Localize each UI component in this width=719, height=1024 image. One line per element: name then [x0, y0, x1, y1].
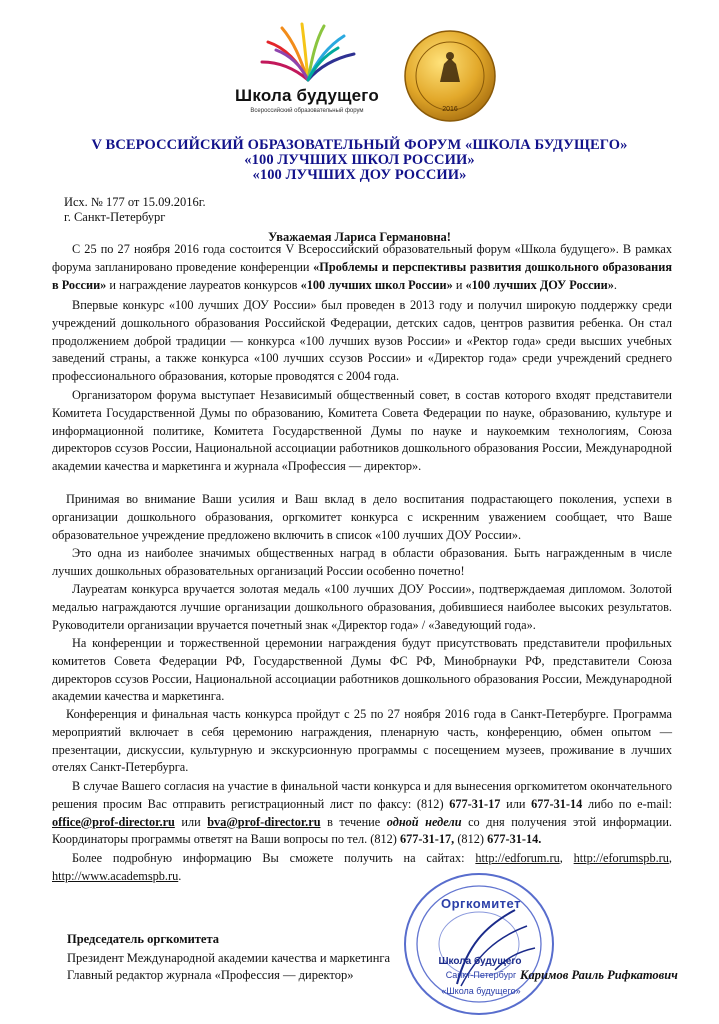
text: или	[500, 796, 532, 811]
gold-medal	[404, 30, 496, 122]
paragraph-websites	[52, 850, 672, 886]
contest-schools: «100 лучших школ России»	[300, 277, 453, 292]
title-forum: V ВСЕРОССИЙСКИЙ ОБРАЗОВАТЕЛЬНЫЙ ФОРУМ «ШКОЛА БУДУЩЕГО»	[91, 137, 628, 153]
text: В случае Вашего согласия на участие в финальной части конкурса и для вынесения оргкомитетом окончательного решения просим Вас отправить регистрационный лист по факсу: (812)	[52, 779, 672, 811]
text: и награждение лауреатов конкурсов	[106, 277, 301, 292]
paragraph-medal: Лауреатам конкурса вручается золотая медаль «100 лучших ДОУ России», подтверждаемая дипломом. Золотой медалью награждаются лучшие организации дошкольного образования, добившиеся наиболее высоких результатов. Руководители организации вручается почетный знак «Директор года» / «Заведующий года».	[52, 582, 672, 632]
text: С 25 по 27 ноября 2016 года состоится V Всероссийский образовательный форум «Школа будущего». В рамках форума запланировано проведение конференции	[52, 242, 672, 274]
stamp-middle-text: Школа будущего	[438, 956, 522, 967]
outgoing-ref: Исх. № 177 от 15.09.2016г.	[64, 195, 206, 209]
paragraph-program: Конференция и финальная часть конкурса пройдут с 25 по 27 ноября 2016 года в Санкт-Петербурге. Программа мероприятий включает в себя церемонию награждения, пленарную часть, конференцию, обмен опытом — презентации, дискуссии, культурную и экскурсионную программы с посещением музеев, проживание в лучших отелях Санкт-Петербурга.	[52, 707, 672, 775]
paragraph-recognition: Принимая во внимание Ваши усилия и Ваш вклад в дело воспитания подрастающего поколения, успехи в организации дошкольного образования, оргкомитет конкурса с искренним уважением сообщает, что Ваше образовательное учреждение предложено включить в список «100 лучших ДОУ России».	[52, 492, 672, 542]
email-office-link[interactable]: office@prof-director.ru	[52, 814, 175, 829]
signer-name: Каримов Раиль Рифкатович	[520, 968, 678, 982]
title-schools: «100 ЛУЧШИХ ШКОЛ РОССИИ»	[244, 152, 475, 168]
email-bva-link[interactable]: bva@prof-director.ru	[207, 814, 321, 829]
conference-title: «Проблемы и перспективы развития дошкольного образования в России»	[52, 259, 672, 292]
text: со дня получения этой информации. Координаторы программы ответят на Ваши вопросы по тел. (812)	[52, 814, 672, 847]
fax-2: 677-31-14	[531, 796, 583, 811]
text: и	[452, 277, 466, 292]
signature-position-1: Президент Международной академии качества и маркетинга	[67, 951, 391, 965]
paragraph-organizer: Организатором форума выступает Независимый общественный совет, в состав которого входят представители Комитета Государственной Думы по образованию, Комитета Совета Федерации по науке, образованию, культуре и информационной политике, Комитета Государственной Думы по науке и наукоемким технологиям, Союза директоров ссузов России, Национальной ассоциации работников дошкольного образования России, Международной академии качества и маркетинга и журнала «Профессия — директор».	[52, 388, 672, 474]
organizing-committee-stamp	[397, 866, 557, 1018]
signature-title: Председатель оргкомитета	[67, 932, 220, 946]
salutation: Уважаемая Лариса Германовна!	[268, 230, 451, 244]
academspb-link[interactable]: http://www.academspb.ru	[52, 868, 179, 883]
paragraph-significance: Это одна из наиболее значимых общественных наград в области образования. Быть награжденным в числе лучших дошкольных образовательных организаций России особенно почетно!	[52, 546, 672, 578]
fax-1: 677-31-17	[449, 796, 501, 811]
logo-title: Школа будущего	[235, 86, 379, 105]
text: в течение	[320, 814, 387, 829]
stamp-bottom-text: «Школа будущего»	[441, 986, 521, 996]
text: Более подробную информацию Вы сможете получить на сайтах:	[72, 851, 476, 865]
paragraph-intro	[52, 241, 672, 294]
paragraph-guests: На конференции и торжественной церемонии награждения будут присутствовать представители профильных комитетов Совета Федерации РФ, Государственной Думы ФС РФ, Минобрнауки РФ, представители Союза директоров ссузов России, Национальной ассоциации работников дошкольного образования России, Международной академии качества и маркетинга.	[52, 636, 672, 704]
phone-2: 677-31-14.	[487, 832, 542, 847]
logo-swirl-icon	[258, 22, 358, 86]
paragraph-history: Впервые конкурс «100 лучших ДОУ России» был проведен в 2013 году и получил широкую поддержку среди учреждений дошкольного образования Российской Федерации, детских садов, центров развития ребенка. Он стал продолжением доброй традиции — конкурса «100 лучших вузов России» и «Ректор года» среди высших учебных заведений страны, а также конкурса «100 лучших ссузов России» и «Директор года» среди учреждений среднего профессионального образования, которые проводятся с 2004 года.	[52, 298, 672, 384]
forum-logo	[232, 22, 382, 122]
paragraph-registration	[52, 778, 672, 849]
signature-position-2: Главный редактор журнала «Профессия — директор»	[67, 968, 354, 982]
text: (812)	[454, 832, 488, 847]
deadline: одной недели	[386, 814, 462, 829]
phone-1: 677-31-17,	[399, 832, 455, 847]
text: ,	[559, 851, 574, 865]
contest-dou: «100 лучших ДОУ России»	[465, 277, 614, 292]
medal-year: 2016	[442, 106, 458, 113]
text: либо по e-mail:	[582, 796, 672, 811]
title-dou: «100 ЛУЧШИХ ДОУ РОССИИ»	[252, 167, 467, 183]
text: .	[613, 277, 617, 292]
stamp-city-text: Санкт-Петербург	[445, 970, 517, 980]
text: или	[174, 814, 208, 829]
text: .	[178, 868, 182, 883]
eforumspb-link[interactable]: http://eforumspb.ru	[573, 851, 669, 865]
stamp-top-text: Оргкомитет	[441, 896, 521, 911]
city: г. Санкт-Петербург	[64, 210, 166, 224]
edforum-link[interactable]: http://edforum.ru	[475, 851, 560, 865]
logo-subtitle: Всероссийский образовательный форум	[250, 108, 364, 114]
text: ,	[668, 851, 672, 865]
